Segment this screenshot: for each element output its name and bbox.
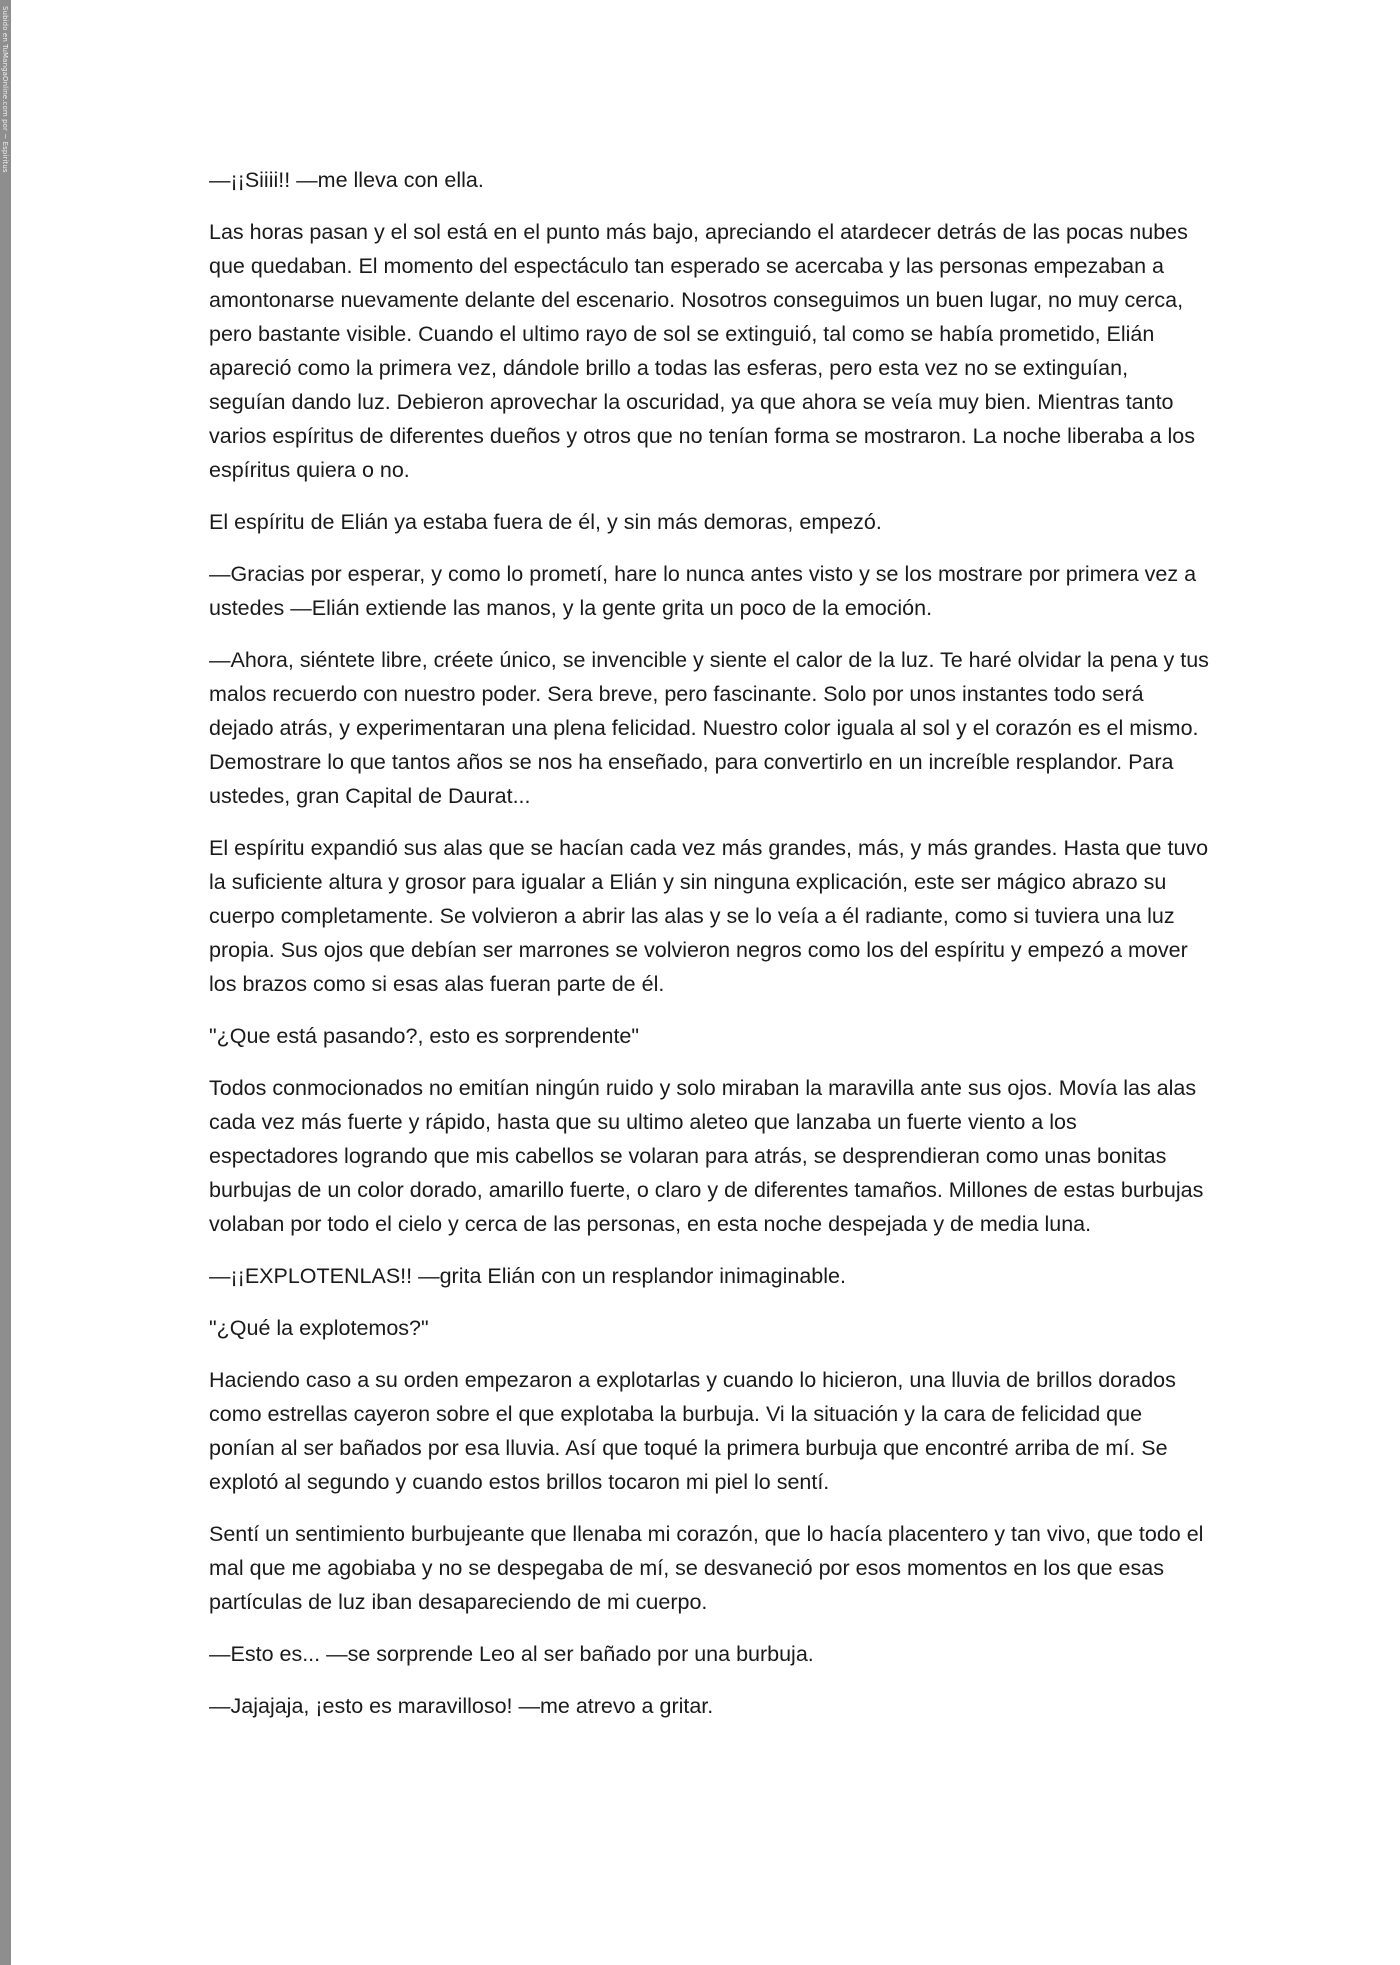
paragraph-4: —Gracias por esperar, y como lo prometí, hare lo nunca antes visto y se los mostrare por primera vez a ustedes —Elián extiende las manos, y la gente grita un poco de la emoción. xyxy=(209,562,1197,620)
paragraph-9: —¡¡EXPLOTENLAS!! —grita Elián con un resplandor inimaginable. xyxy=(209,1264,846,1288)
paragraph-5: —Ahora, siéntete libre, créete único, se invencible y siente el calor de la luz. Te haré olvidar la pena y tus malos recuerdo con nuestro poder. Sera breve, pero fascinante. Solo por unos instantes todo será dejado atrás, y experimentaran una plena felicidad. Nuestro color iguala al sol y el corazón es el mismo. Demostrare lo que tantos años se nos ha enseñado, para convertirlo en un increíble resplandor. Para ustedes, gran Capital de Daurat... xyxy=(209,648,1209,808)
paragraph-12: Sentí un sentimiento burbujeante que llenaba mi corazón, que lo hacía placentero y tan vivo, que todo el mal que me agobiaba y no se despegaba de mí, se desvaneció por esos momentos en los que esas partículas de luz iban desapareciendo de mi cuerpo. xyxy=(209,1522,1204,1614)
paragraph-2: Las horas pasan y el sol está en el punto más bajo, apreciando el atardecer detrás de las pocas nubes que quedaban. El momento del espectáculo tan esperado se acercaba y las personas empezaban a amontonarse nuevamente delante del escenario. Nosotros conseguimos un buen lugar, no muy cerca, pero bastante visible. Cuando el ultimo rayo de sol se extinguió, tal como se había prometido, Elián apareció como la primera vez, dándole brillo a todas las esferas, pero esta vez no se extinguían, seguían dando luz. Debieron aprovechar la oscuridad, ya que ahora se veía muy bien. Mientras tanto varios espíritus de diferentes dueños y otros que no tenían forma se mostraron. La noche liberaba a los espíritus quiera o no. xyxy=(209,220,1195,482)
paragraph-3: El espíritu de Elián ya estaba fuera de él, y sin más demoras, empezó. xyxy=(209,510,882,534)
paragraph-7: "¿Que está pasando?, esto es sorprendente" xyxy=(209,1024,640,1048)
paragraph-10: "¿Qué la explotemos?" xyxy=(209,1316,429,1340)
paragraph-8: Todos conmocionados no emitían ningún ruido y solo miraban la maravilla ante sus ojos. Movía las alas cada vez más fuerte y rápido, hasta que su ultimo aleteo que lanzaba un fuerte viento a los espectadores logrando que mis cabellos se volaran para atrás, se desprendieran como unas bonitas burbujas de un color dorado, amarillo fuerte, o claro y de diferentes tamaños. Millones de estas burbujas volaban por todo el cielo y cerca de las personas, en esta noche despejada y de media luna. xyxy=(209,1076,1204,1236)
paragraph-14: —Jajajaja, ¡esto es maravilloso! —me atrevo a gritar. xyxy=(209,1694,714,1718)
paragraph-1: —¡¡Siiii!! —me lleva con ella. xyxy=(209,168,484,192)
side-margin-bar xyxy=(0,0,11,1965)
paragraph-13: —Esto es... —se sorprende Leo al ser bañado por una burbuja. xyxy=(209,1642,814,1666)
paragraph-11: Haciendo caso a su orden empezaron a explotarlas y cuando lo hicieron, una lluvia de brillos dorados como estrellas cayeron sobre el que explotaba la burbuja. Vi la situación y la cara de felicidad que ponían al ser bañados por esa lluvia. Así que toqué la primera burbuja que encontré arriba de mí. Se explotó al segundo y cuando estos brillos tocaron mi piel lo sentí. xyxy=(209,1368,1176,1494)
paragraph-6: El espíritu expandió sus alas que se hacían cada vez más grandes, más, y más grandes. Hasta que tuvo la suficiente altura y grosor para igualar a Elián y sin ninguna explicación, este ser mágico abrazo su cuerpo completamente. Se volvieron a abrir las alas y se lo veía a él radiante, como si tuviera una luz propia. Sus ojos que debían ser marrones se volvieron negros como los del espíritu y empezó a mover los brazos como si esas alas fueran parte de él. xyxy=(209,836,1209,996)
upload-credit: Subido en TuMangaOnline.com por ~ Espiritus xyxy=(1,6,9,173)
document-body xyxy=(209,163,1209,1741)
